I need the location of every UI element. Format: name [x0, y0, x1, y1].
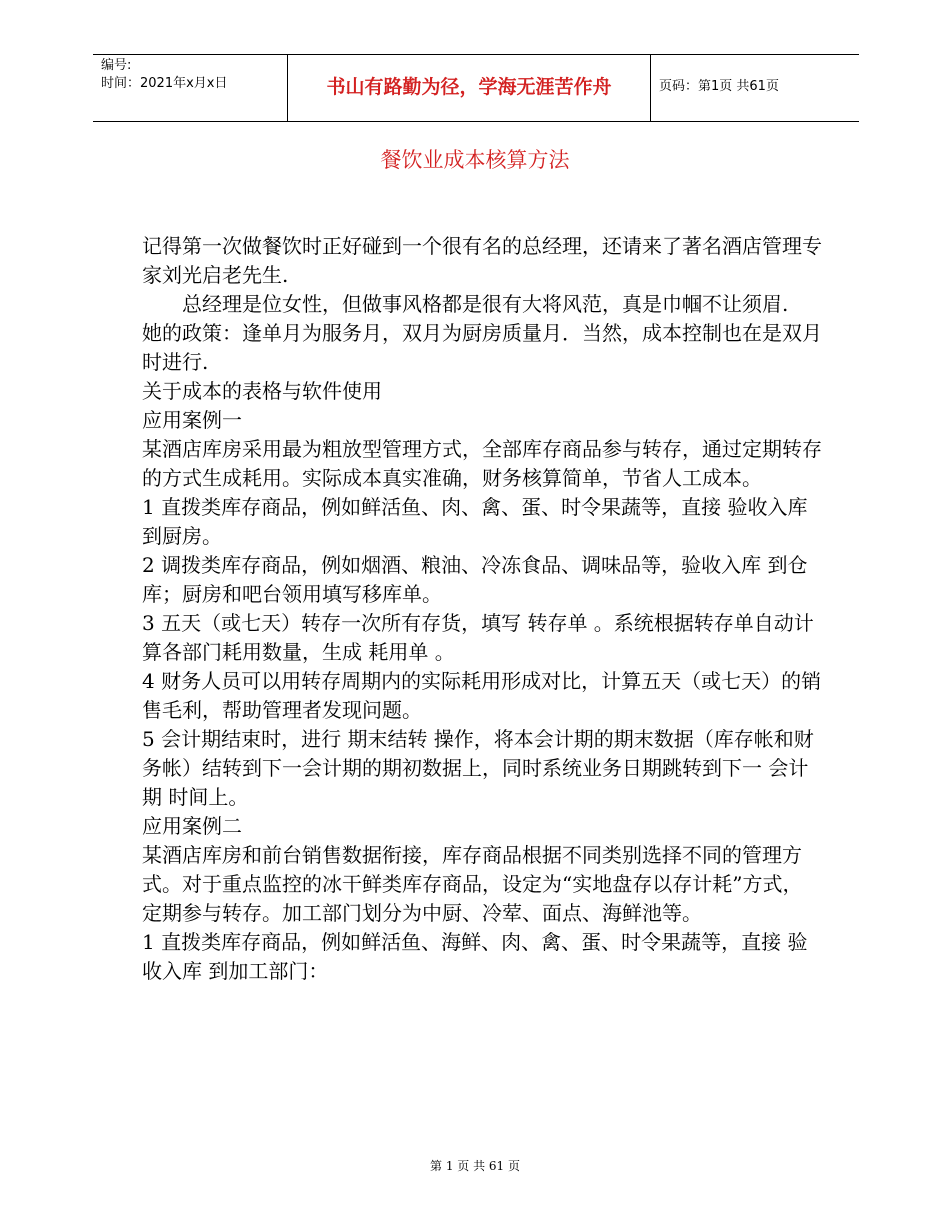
paragraph: 总经理是位女性，但做事风格都是很有大将风范，真是巾帼不让须眉.	[182, 292, 789, 316]
section-heading: 应用案例二	[142, 814, 242, 838]
header-page-label: 页码：第1页 共61页	[659, 79, 779, 94]
document-title: 餐饮业成本核算方法	[380, 148, 570, 172]
document-body	[142, 232, 822, 986]
list-item: 1 直拨类库存商品，例如鲜活鱼、肉、禽、蛋、时令果蔬等，直接 验收入库 到厨房。	[142, 495, 808, 548]
paragraph: 某酒店库房采用最为粗放型管理方式，全部库存商品参与转存，通过定期转存的方式生成耗用。实际成本真实准确，财务核算简单，节省人工成本。	[142, 437, 822, 490]
section-heading: 应用案例一	[142, 408, 242, 432]
paragraph: 记得第一次做餐饮时正好碰到一个很有名的总经理，还请来了著名酒店管理专家刘光启老先生.	[142, 234, 822, 287]
list-item: 1 直拨类库存商品，例如鲜活鱼、海鲜、肉、禽、蛋、时令果蔬等，直接 验收入库 到加工部门：	[142, 930, 808, 983]
document-number-label: 编号:	[101, 58, 132, 73]
header-top-rule	[93, 54, 859, 55]
list-item: 2 调拨类库存商品，例如烟酒、粮油、冷冻食品、调味品等，验收入库 到仓库；厨房和吧台领用填写移库单。	[142, 553, 808, 606]
list-item: 4 财务人员可以用转存周期内的实际耗用形成对比，计算五天（或七天）的销售毛利，帮助管理者发现问题。	[142, 669, 822, 722]
header-bottom-rule	[93, 121, 859, 122]
header-meta	[101, 57, 227, 93]
page-footer: 第 1 页 共 61 页	[430, 1159, 520, 1173]
list-item: 3 五天（或七天）转存一次所有存货，填写 转存单 。系统根据转存单自动计算各部门耗用数量，生成 耗用单 。	[142, 611, 814, 664]
paragraph: 她的政策：逢单月为服务月，双月为厨房质量月．当然，成本控制也在是双月时进行.	[142, 321, 822, 374]
paragraph: 某酒店库房和前台销售数据衔接，库存商品根据不同类别选择不同的管理方式。对于重点监控的冰干鲜类库存商品，设定为“实地盘存以存计耗”方式，定期参与转存。加工部门划分为中厨、冷荤、面点、海鲜池等。	[142, 843, 803, 925]
header-divider-right	[650, 54, 651, 121]
list-item: 5 会计期结束时，进行 期末结转 操作，将本会计期的期末数据（库存帐和财务帐）结转到下一会计期的期初数据上，同时系统业务日期跳转到下一 会计期 时间上。	[142, 727, 814, 809]
section-heading: 关于成本的表格与软件使用	[142, 379, 382, 403]
header-motto: 书山有路勤为径，学海无涯苦作舟	[326, 76, 612, 98]
document-time-label: 时间：2021年x月x日	[101, 76, 228, 91]
